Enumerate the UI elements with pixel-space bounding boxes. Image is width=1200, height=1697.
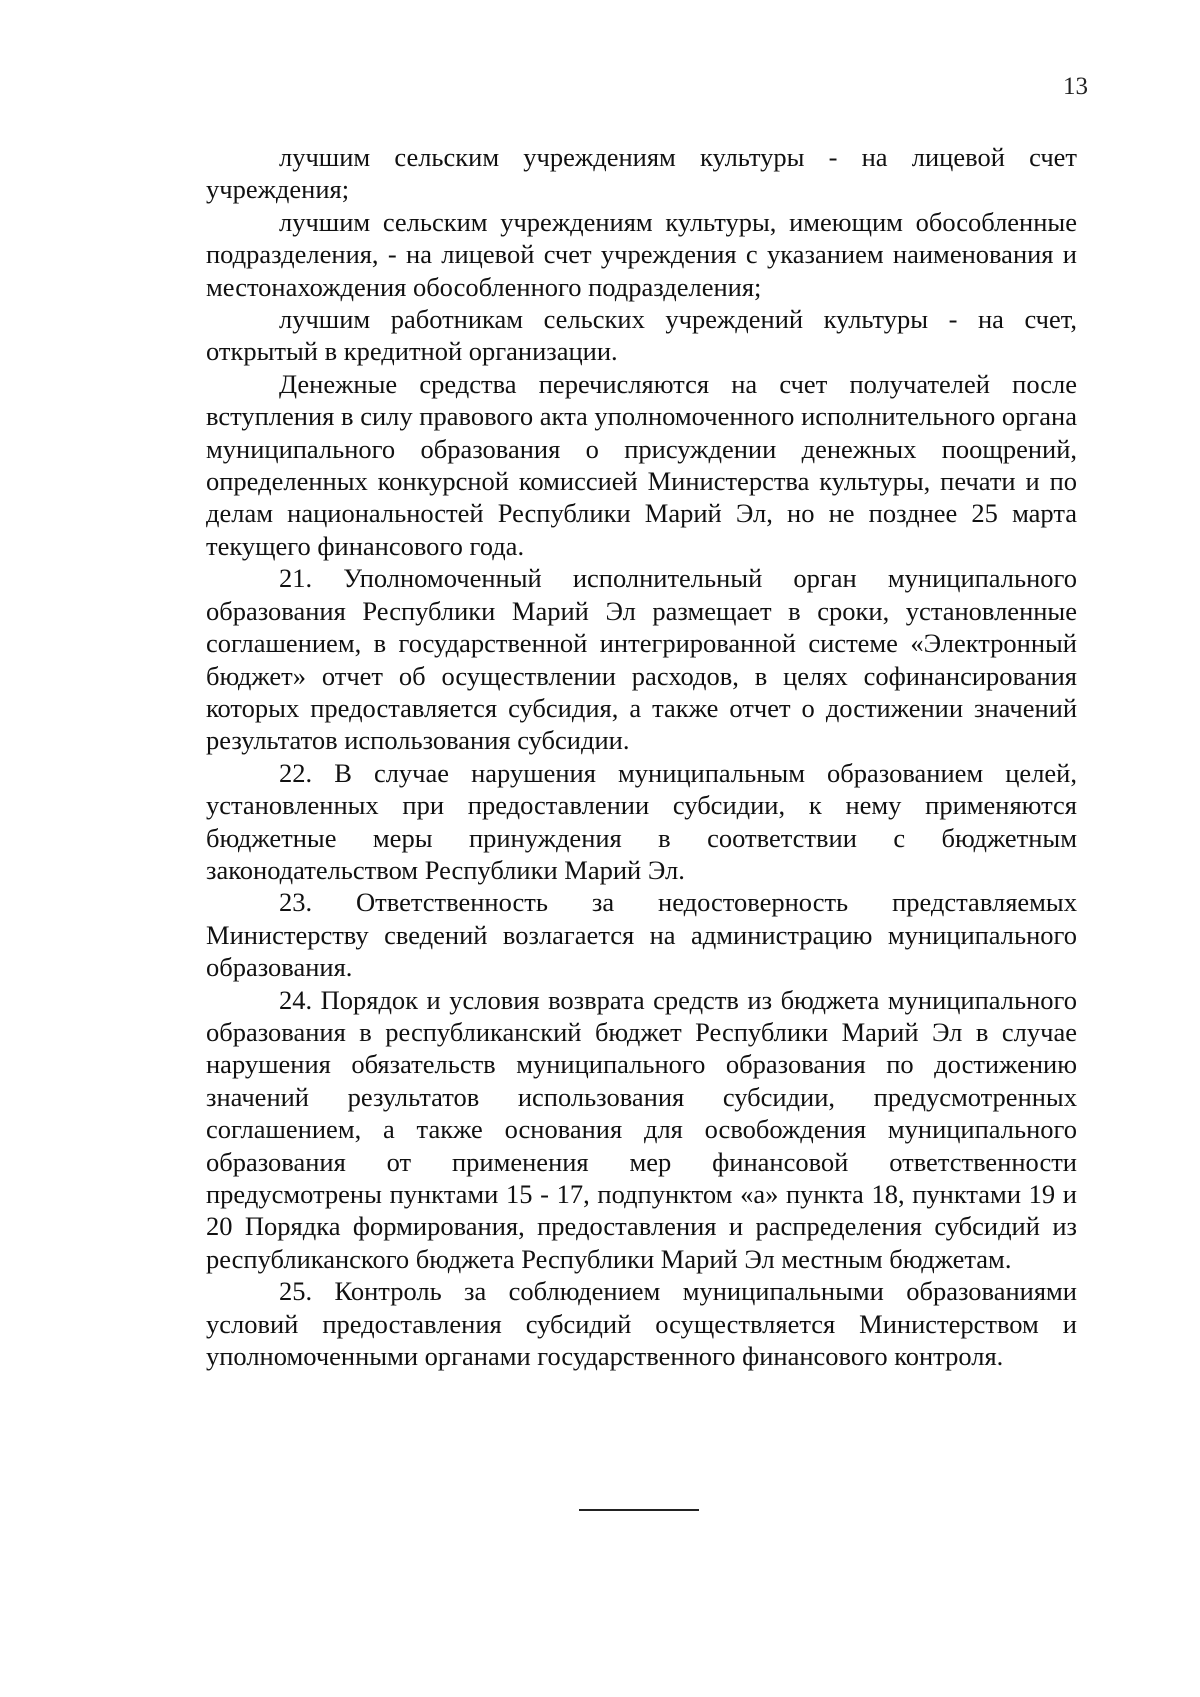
paragraph-clause-21: 21. Уполномоченный исполнительный орган муниципального образования Республики Марий Эл размещает в сроки, установленные соглашением, в государственной интегрированной системе «Электронный бюджет» отчет об осуществлении расходов, в целях софинансирования которых предоставляется субсидия, а также отчет о достижении значений результатов использования субсидии. bbox=[206, 563, 1077, 756]
paragraph-rural-institutions: лучшим сельским учреждениям культуры - на лицевой счет учреждения; bbox=[206, 142, 1077, 205]
paragraph-clause-22: 22. В случае нарушения муниципальным образованием целей, установленных при предоставлении субсидии, к нему применяются бюджетные меры принуждения в соответствии с бюджетным законодательством Республики Марий Эл. bbox=[206, 757, 1077, 885]
paragraph-best-workers: лучшим работникам сельских учреждений культуры - на счет, открытый в кредитной организации. bbox=[206, 304, 1077, 367]
paragraph-clause-24: 24. Порядок и условия возврата средств из бюджета муниципального образования в республиканский бюджет Республики Марий Эл в случае нарушения обязательств муниципального образования по достижению значений результатов использования субсидии, предусмотренных соглашением, а также основания для освобождения муниципального образования от применения мер финансовой ответственности предусмотрены пунктами 15 - 17, подпунктом «а» пункта 18, пунктами 19 и 20 Порядка формирования, предоставления и распределения субсидий из республиканского бюджета Республики Марий Эл местным бюджетам. bbox=[206, 984, 1077, 1274]
page-number: 13 bbox=[1063, 73, 1088, 100]
end-separator-line bbox=[579, 1509, 699, 1511]
paragraph-clause-23: 23. Ответственность за недостоверность представляемых Министерству сведений возлагается на администрацию муниципального образования. bbox=[206, 887, 1077, 983]
document-body bbox=[206, 141, 1077, 1372]
paragraph-institutions-with-branches: лучшим сельским учреждениям культуры, имеющим обособленные подразделения, - на лицевой счет учреждения с указанием наименования и местонахождения обособленного подразделения; bbox=[206, 206, 1077, 302]
paragraph-funds-transfer: Денежные средства перечисляются на счет получателей после вступления в силу правового акта уполномоченного исполнительного органа муниципального образования о присуждении денежных поощрений, определенных конкурсной комиссией Министерства культуры, печати и по делам национальностей Республики Марий Эл, но не позднее 25 марта текущего финансового года. bbox=[206, 368, 1077, 561]
paragraph-clause-25: 25. Контроль за соблюдением муниципальными образованиями условий предоставления субсидий осуществляется Министерством и уполномоченными органами государственного финансового контроля. bbox=[206, 1276, 1077, 1372]
